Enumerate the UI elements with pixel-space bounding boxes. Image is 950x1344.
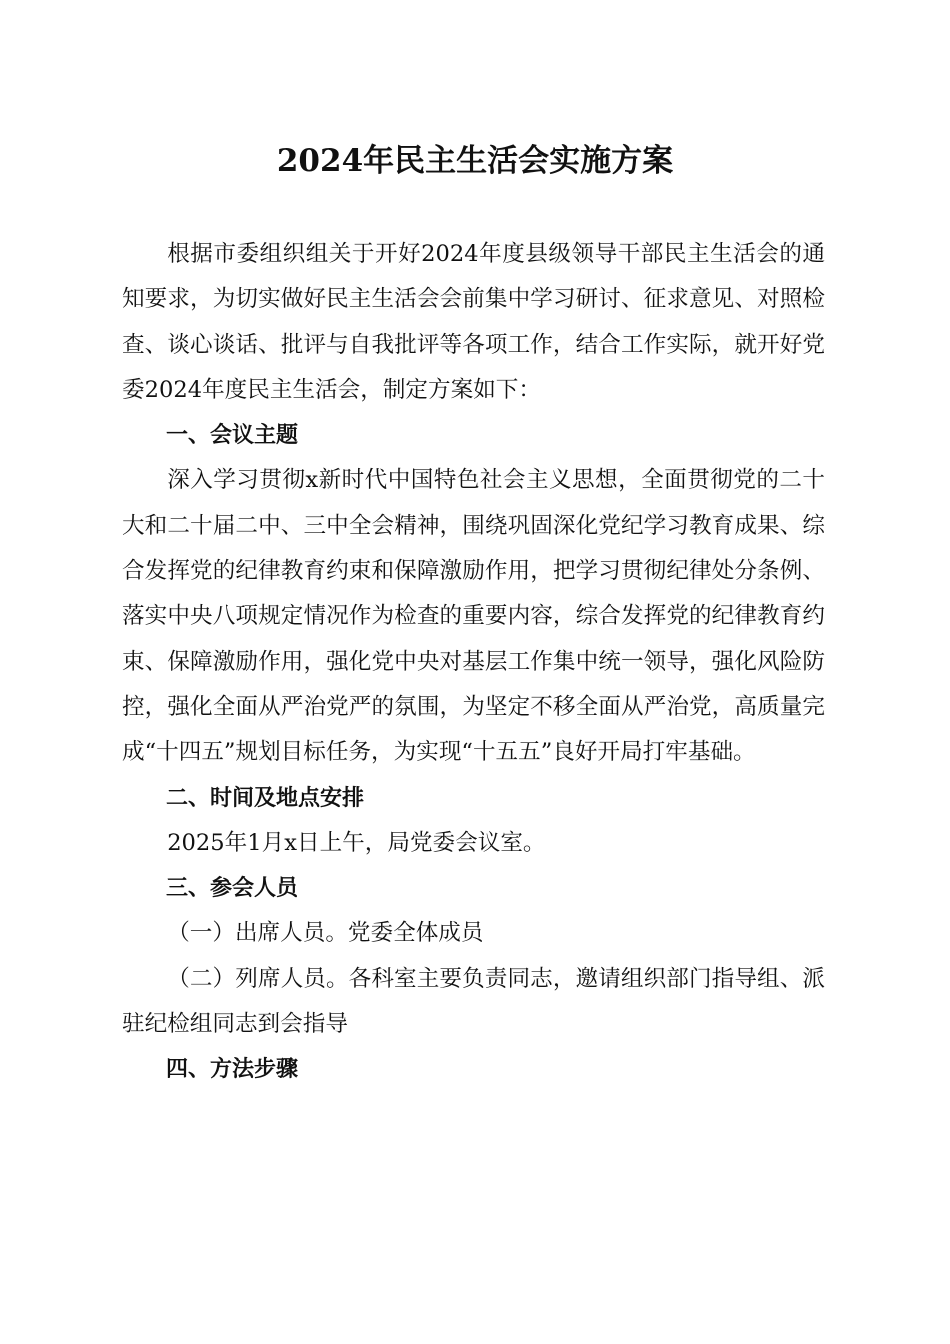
section-heading-steps: 四、方法步骤: [166, 1057, 299, 1083]
section-heading-attendees: 三、参会人员: [166, 876, 299, 902]
attendees-observers-paragraph: （二）列席人员。各科室主要负责同志，邀请组织部门指导组、派驻纪检组同志到会指导: [122, 965, 825, 1038]
theme-paragraph: 深入学习贯彻x新时代中国特色社会主义思想，全面贯彻党的二十大和二十届二中、三中全会精神，围绕巩固深化党纪学习教育成果、综合发挥党的纪律教育约束和保障激励作用，把学习贯彻纪律处分条例、落实中央八项规定情况作为检查的重要内容，综合发挥党的纪律教育约束、保障激励作用，强化党中央对基层工作集中统一领导，强化风险防控，强化全面从严治党严的氛围，为坚定不移全面从严治党，高质量完成“十四五”规划目标任务，为实现“十五五”良好开局打牢基础。: [122, 467, 825, 766]
time-place-paragraph: 2025年1月x日上午，局党委会议室。: [167, 829, 546, 856]
intro-paragraph: 根据市委组织组关于开好2024年度县级领导干部民主生活会的通知要求，为切实做好民主生活会会前集中学习研讨、征求意见、对照检查、谈心谈话、批评与自我批评等各项工作，结合工作实际，就开好党委2024年度民主生活会，制定方案如下：: [122, 241, 825, 403]
document-title: 2024年民主生活会实施方案: [276, 143, 674, 179]
section-heading-time-place: 二、时间及地点安排: [166, 785, 365, 811]
attendees-present-paragraph: （一）出席人员。党委全体成员: [167, 920, 484, 947]
document-body: [122, 232, 825, 1093]
section-heading-theme: 一、会议主题: [166, 423, 299, 449]
